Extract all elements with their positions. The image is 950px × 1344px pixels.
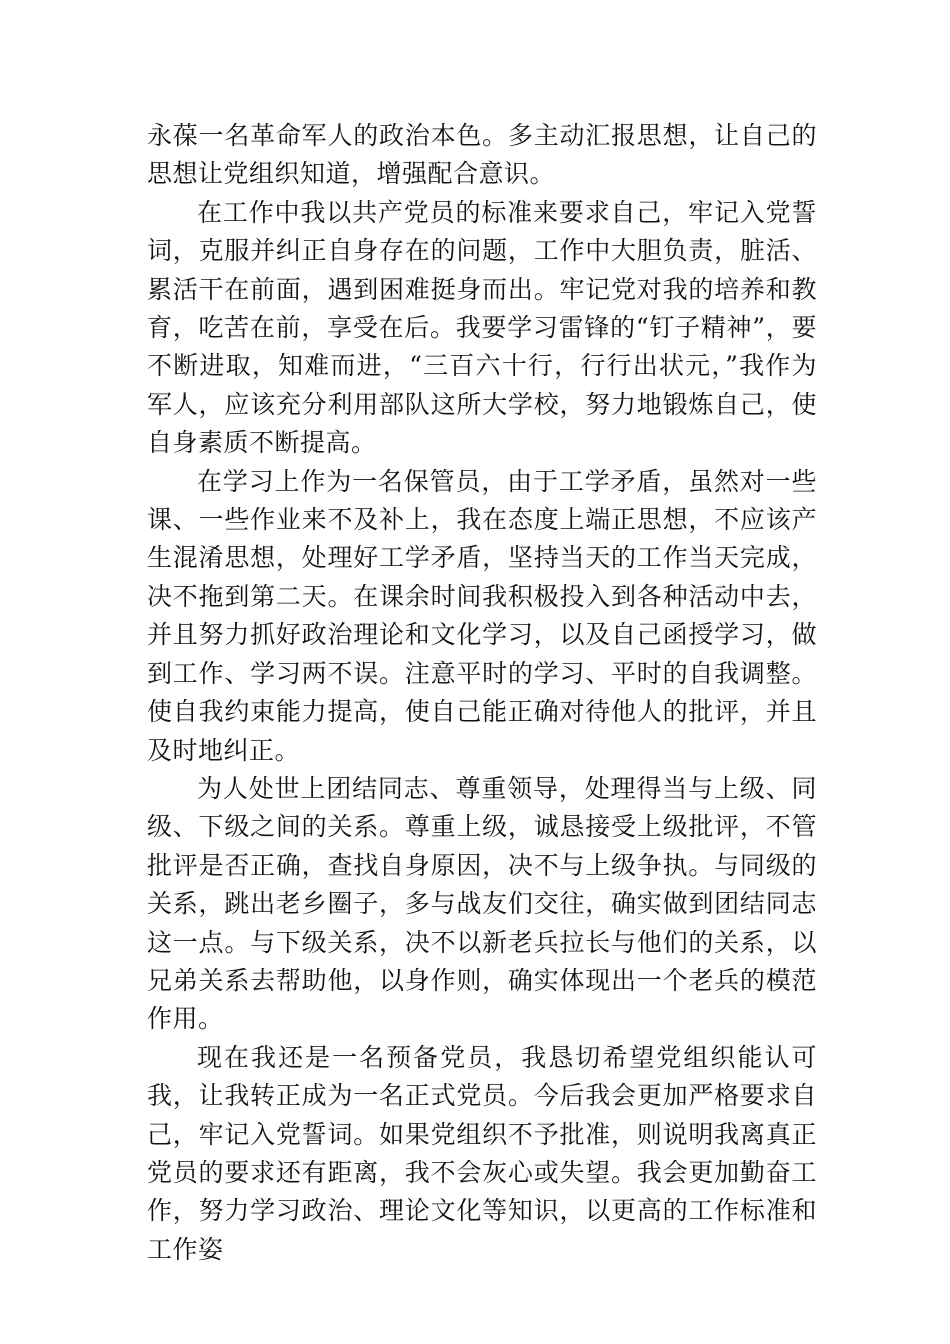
paragraph-work: 在工作中我以共产党员的标准来要求自己，牢记入党誓词，克服并纠正自身存在的问题，工作中大胆负责，脏活、累活干在前面，遇到困难挺身而出。牢记党对我的培养和教育，吃苦在前，享受在后。我要学习雷锋的“钉子精神”，要不断进取，知难而进，“三百六十行，行行出状元，”我作为军人，应该充分利用部队这所大学校，努力地锻炼自己，使自身素质不断提高。 [147, 197, 817, 458]
document-body [147, 117, 817, 1269]
paragraph-relations: 为人处世上团结同志、尊重领导，处理得当与上级、同级、下级之间的关系。尊重上级，诚恳接受上级批评，不管批评是否正确，查找自身原因，决不与上级争执。与同级的关系，跳出老乡圈子，多与战友们交往，确实做到团结同志这一点。与下级关系，决不以新老兵拉长与他们的关系，以兄弟关系去帮助他，以身作则，确实体现出一个老兵的模范作用。 [147, 773, 817, 1034]
paragraph-continued: 永葆一名革命军人的政治本色。多主动汇报思想，让自己的思想让党组织知道，增强配合意识。 [147, 121, 817, 189]
paragraph-study: 在学习上作为一名保管员，由于工学矛盾，虽然对一些课、一些作业来不及补上，我在态度上端正思想，不应该产生混淆思想，处理好工学矛盾，坚持当天的工作当天完成，决不拖到第二天。在课余时间我积极投入到各种活动中去，并且努力抓好政治理论和文化学习，以及自己函授学习，做到工作、学习两不误。注意平时的学习、平时的自我调整。使自我约束能力提高，使自己能正确对待他人的批评，并且及时地纠正。 [147, 466, 817, 765]
paragraph-current-status: 现在我还是一名预备党员，我恳切希望党组织能认可我，让我转正成为一名正式党员。今后我会更加严格要求自己，牢记入党誓词。如果党组织不予批准，则说明我离真正党员的要求还有距离，我不会灰心或失望。我会更加勤奋工作，努力学习政治、理论文化等知识，以更高的工作标准和工作姿 [147, 1042, 817, 1264]
